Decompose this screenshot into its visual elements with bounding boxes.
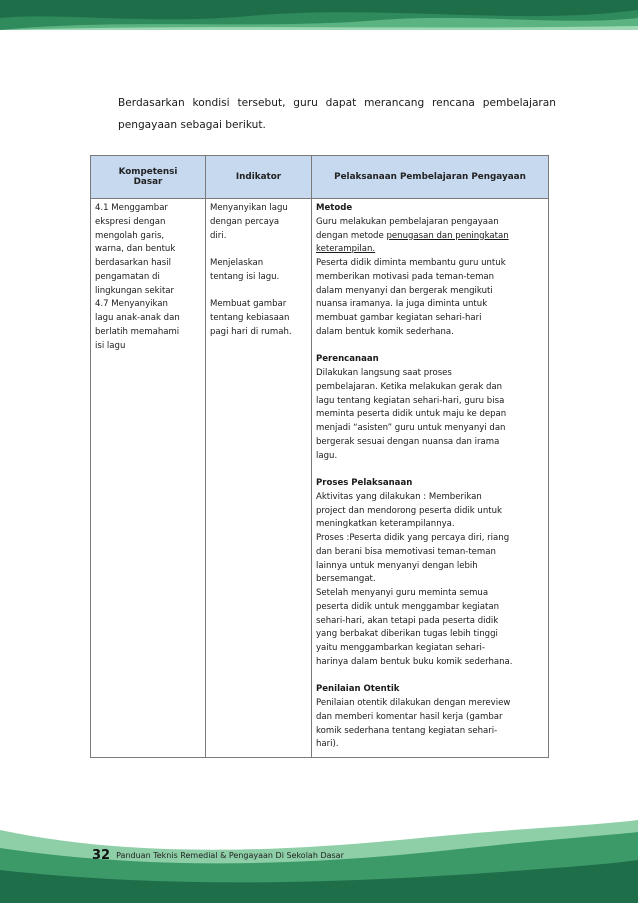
proses-heading: Proses Pelaksanaan bbox=[316, 478, 413, 488]
indikator-item: Menyanyikan lagu dengan percaya diri. bbox=[210, 203, 288, 241]
header-kompetensi-dasar: Kompetensi Dasar bbox=[91, 156, 206, 199]
metode-heading: Metode bbox=[316, 203, 353, 213]
indikator-item: Menjelaskan tentang isi lagu. bbox=[210, 258, 280, 282]
metode-text: Guru melakukan pembelajaran pengayaan dengan metode penugasan dan peningkatan keterampilan. bbox=[316, 216, 509, 255]
table-row bbox=[91, 199, 549, 758]
table-header-row bbox=[91, 156, 549, 199]
cell-pelaksanaan bbox=[312, 199, 549, 758]
penilaian-heading: Penilaian Otentik bbox=[316, 684, 400, 695]
proses-body: Aktivitas yang dilakukan : Memberikan project dan mendorong peserta didik untuk meningkatkan keterampilannya. Proses :Peserta didik yang percaya diri, riang dan berani bisa memotivasi teman-teman lainnya untuk menyanyi dengan lebih bersemangat. Setelah menyanyi guru meminta semua peserta didik untuk menggambar kegiatan sehari-hari, akan tetapi pada peserta didik yang berbakat diberikan tugas lebih tinggi yaitu menggambarkan kegiatan sehari- harinya dalam bentuk buku komik sederhana. bbox=[316, 491, 513, 667]
perencanaan-body: Dilakukan langsung saat proses pembelajaran. Ketika melakukan gerak dan lagu tentang kegiatan sehari-hari, guru bisa meminta peserta didik untuk maju ke depan menjadi “asisten” guru untuk menyanyi dan bergerak sesuai dengan nuansa dan irama lagu. bbox=[316, 368, 507, 461]
pengayaan-table bbox=[90, 155, 549, 758]
intro-paragraph bbox=[118, 92, 556, 136]
indikator-item: Membuat gambar tentang kebiasaan pagi hari di rumah. bbox=[210, 299, 292, 337]
penilaian-body: Penilaian otentik dilakukan dengan mereview dan memberi komentar hasil kerja (gambar komik sederhana tentang kegiatan sehari- hari). bbox=[316, 698, 511, 750]
perencanaan-heading: Perencanaan bbox=[316, 354, 379, 365]
intro-line-2: pengayaan sebagai berikut. bbox=[118, 119, 266, 131]
header-pelaksanaan: Pelaksanaan Pembelajaran Pengayaan bbox=[312, 156, 549, 199]
cell-indikator bbox=[206, 199, 312, 758]
cell-kompetensi bbox=[91, 199, 206, 758]
top-decorative-band bbox=[0, 0, 638, 30]
header-indikator: Indikator bbox=[206, 156, 312, 199]
page-footer bbox=[92, 846, 344, 864]
page-number: 32 bbox=[92, 847, 111, 863]
metode-body: Peserta didik diminta membantu guru untuk memberikan motivasi pada teman-teman dalam menyanyi dan bergerak mengikuti nuansa iramanya. Ia juga diminta untuk membuat gambar kegiatan sehari-hari dalam bentuk komik sederhana. bbox=[316, 258, 506, 337]
metode-underlined: penugasan dan peningkatan keterampilan. bbox=[316, 230, 509, 255]
intro-line-1: Berdasarkan kondisi tersebut, guru dapat merancang rencana pembelajaran bbox=[118, 97, 556, 109]
footer-title: Panduan Teknis Remedial & Pengayaan Di Sekolah Dasar bbox=[116, 850, 344, 860]
kompetensi-text: 4.1 Menggambar ekspresi dengan mengolah garis, warna, dan bentuk berdasarkan hasil pengamatan di lingkungan sekitar 4.7 Menyanyikan lagu anak-anak dan berlatih memahami isi lagu bbox=[95, 203, 180, 351]
